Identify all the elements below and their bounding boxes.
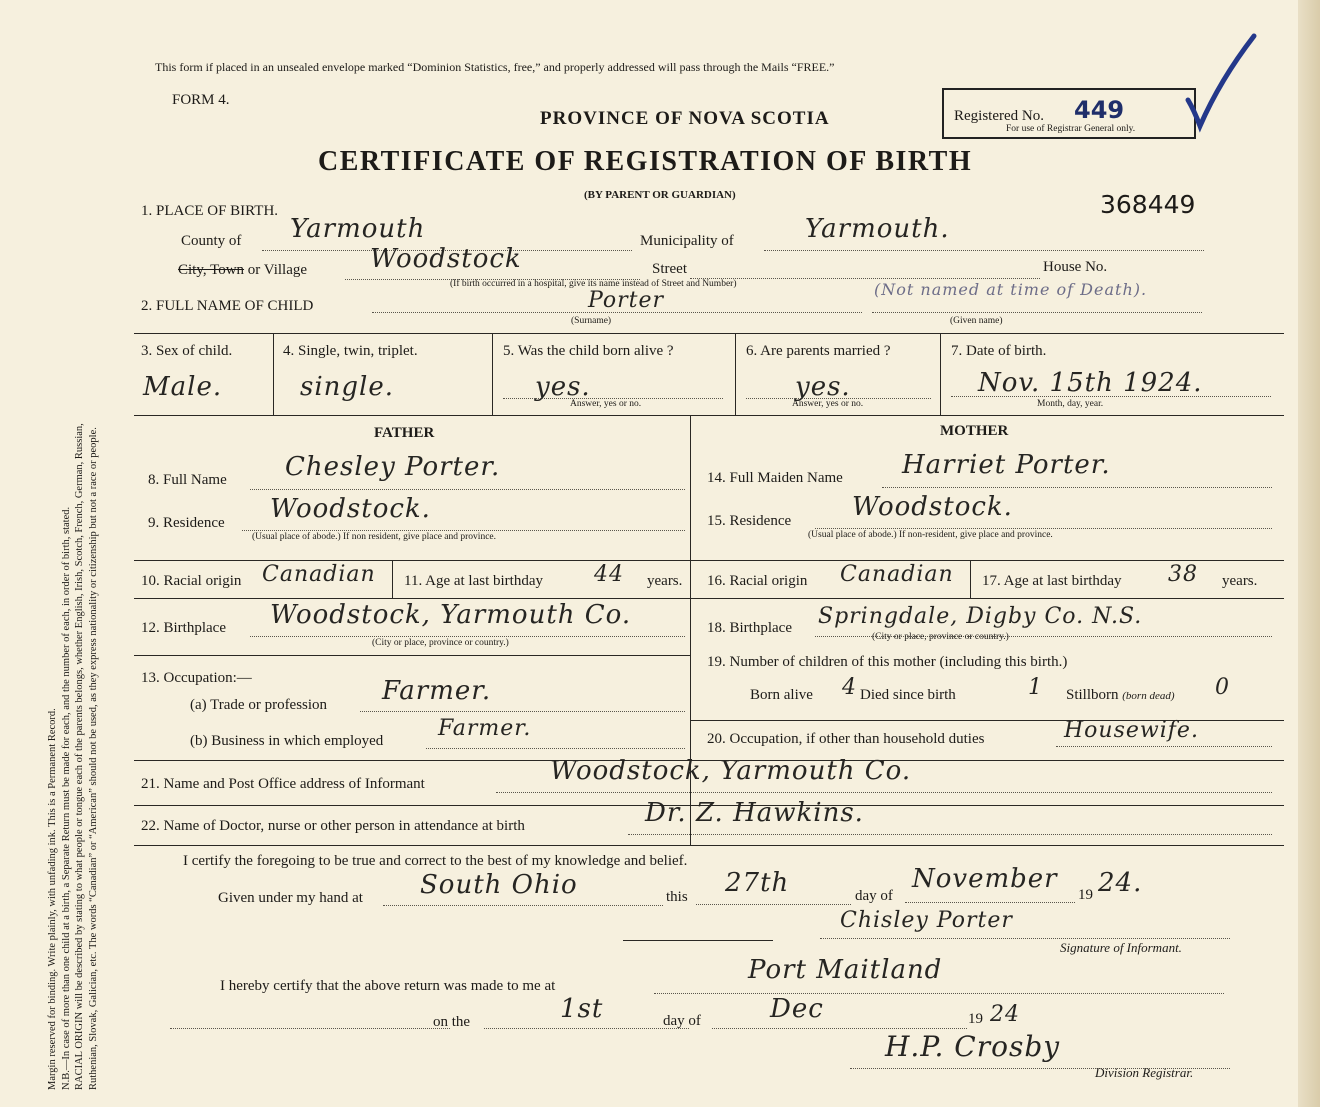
informant-signature-caption: Signature of Informant. xyxy=(1060,940,1182,955)
mother-residence: Woodstock. xyxy=(852,492,1013,522)
village-value: Woodstock xyxy=(370,244,522,274)
surname-caption: (Surname) xyxy=(571,316,612,326)
mother-birthplace-caption: (City or place, province or country.) xyxy=(872,632,1009,642)
city-label-struck: City, Town xyxy=(178,262,245,278)
registrar-year: 24 xyxy=(990,1002,1020,1027)
mother-occupation-line xyxy=(1056,746,1272,747)
father-birthplace-caption: (City or place, province or country.) xyxy=(372,638,509,648)
cert-year: 24. xyxy=(1098,868,1143,898)
registrar-year-prefix: 19 xyxy=(968,1011,983,1027)
died-count-label: Died since birth xyxy=(860,687,956,703)
stillborn-count: 0 xyxy=(1215,675,1230,700)
row3-bottom-rule xyxy=(134,415,1284,416)
on-the-label: on the xyxy=(433,1014,471,1030)
registrar-month: Dec xyxy=(770,994,824,1024)
informant-signature-line xyxy=(820,938,1230,939)
mother-birthplace-label: 18. Birthplace xyxy=(707,620,792,636)
registrar-place-line xyxy=(654,993,1224,994)
mother-racial-label: 16. Racial origin xyxy=(707,573,808,589)
registrar-signature-caption: Division Registrar. xyxy=(1095,1065,1194,1080)
county-label: County of xyxy=(181,233,242,249)
married-value: yes. xyxy=(795,372,851,402)
row3-divider-2 xyxy=(492,333,493,415)
given-name-caption: (Given name) xyxy=(950,316,1003,326)
city-label-rest: or Village xyxy=(244,262,308,278)
given-place: South Ohio xyxy=(420,870,578,900)
mother-age-label: 17. Age at last birthday xyxy=(982,573,1122,589)
certification-top-rule xyxy=(134,845,1284,846)
born-alive-count-label: Born alive xyxy=(750,687,813,703)
father-racial-label: 10. Racial origin xyxy=(141,573,242,589)
row3-divider-1 xyxy=(273,333,274,415)
mother-residence-line xyxy=(815,528,1272,529)
married-caption: Answer, yes or no. xyxy=(792,399,864,409)
father-age: 44 xyxy=(594,562,624,587)
form-number: FORM 4. xyxy=(172,92,230,108)
father-trade: Farmer. xyxy=(382,676,492,706)
registrar-day-line xyxy=(484,1028,689,1029)
margin-note-3: RACIAL ORIGIN will be described by stating to what people or tongue each of the parents belongs, whether English, Irish, Scotch, French, German, Russian, xyxy=(74,423,85,1090)
dob-label: 7. Date of birth. xyxy=(951,343,1047,359)
row3-top-rule xyxy=(134,333,1284,334)
father-business-line xyxy=(426,748,685,749)
father-residence-caption: (Usual place of abode.) If non resident, give place and province. xyxy=(252,532,496,542)
certification-statement: I certify the foregoing to be true and correct to the best of my knowledge and belief. xyxy=(183,853,688,869)
province-heading: PROVINCE OF NOVA SCOTIA xyxy=(540,108,830,129)
registered-no-label: Registered No. xyxy=(954,108,1044,124)
doctor-label: 22. Name of Doctor, nurse or other person in attendance at birth xyxy=(141,818,525,834)
father-racial-top-rule xyxy=(134,560,690,561)
dob-line xyxy=(951,396,1271,397)
child-surname: Porter xyxy=(588,288,665,313)
dob-value: Nov. 15th 1924. xyxy=(978,368,1203,398)
street-label: Street xyxy=(652,261,687,277)
hospital-note: (If birth occurred in a hospital, give its name instead of Street and Number) xyxy=(450,279,737,289)
given-name-line xyxy=(872,312,1202,313)
died-count: 1 xyxy=(1028,675,1043,700)
mother-age-divider xyxy=(970,560,971,598)
street-line xyxy=(690,278,1040,279)
county-value: Yarmouth xyxy=(290,214,426,244)
margin-notes xyxy=(46,50,100,1090)
born-alive-caption: Answer, yes or no. xyxy=(570,399,642,409)
informant-line xyxy=(496,792,1272,793)
subtitle: (BY PARENT OR GUARDIAN) xyxy=(584,189,736,201)
father-racial-bottom-rule xyxy=(134,598,690,599)
father-racial: Canadian xyxy=(262,562,376,587)
father-residence: Woodstock. xyxy=(270,494,431,524)
mother-name-line xyxy=(882,487,1272,488)
stillborn-label-text: Stillborn xyxy=(1066,687,1119,703)
child-name-label: 2. FULL NAME OF CHILD xyxy=(141,298,314,314)
father-residence-label: 9. Residence xyxy=(148,515,225,531)
mother-name: Harriet Porter. xyxy=(902,450,1111,480)
mother-birthplace: Springdale, Digby Co. N.S. xyxy=(818,604,1143,629)
registered-no-box xyxy=(942,88,1196,139)
place-of-birth-label: 1. PLACE OF BIRTH. xyxy=(141,203,279,219)
check-mark-icon xyxy=(1180,30,1260,140)
cert-month-line xyxy=(905,902,1075,903)
father-residence-line xyxy=(242,530,685,531)
cert-day: 27th xyxy=(725,868,790,898)
born-alive-value: yes. xyxy=(535,372,591,402)
informant-label: 21. Name and Post Office address of Informant xyxy=(141,776,425,792)
father-name-line xyxy=(250,489,685,490)
mother-occupation-label: 20. Occupation, if other than household duties xyxy=(707,731,985,747)
cert-day-line xyxy=(696,904,851,905)
informant-value: Woodstock, Yarmouth Co. xyxy=(550,756,912,786)
father-age-unit: years. xyxy=(647,573,683,589)
this-label: this xyxy=(666,889,688,905)
father-business: Farmer. xyxy=(438,716,532,741)
mother-racial: Canadian xyxy=(840,562,954,587)
mother-age: 38 xyxy=(1168,562,1198,587)
father-trade-line xyxy=(360,711,685,712)
registrar-use-note: For use of Registrar General only. xyxy=(1006,124,1136,134)
married-label: 6. Are parents married ? xyxy=(746,343,891,359)
city-label xyxy=(178,262,307,279)
sex-value: Male. xyxy=(143,372,223,402)
on-the-lead-line xyxy=(170,1028,450,1029)
father-occupation-top-rule xyxy=(134,655,690,656)
margin-note-1: Margin reserved for binding. Write plainly, with unfading ink. This is a Permanent Record. xyxy=(47,708,58,1090)
row3-divider-3 xyxy=(735,333,736,415)
father-name: Chesley Porter. xyxy=(285,452,501,482)
cert-year-prefix: 19 xyxy=(1078,887,1093,903)
given-under-hand-label: Given under my hand at xyxy=(218,890,363,906)
mailing-note: This form if placed in an unsealed envelope marked “Dominion Statistics, free,” and properly addressed will pass through the Mails “FREE.” xyxy=(155,60,835,74)
father-heading: FATHER xyxy=(374,425,435,441)
father-occupation-label: 13. Occupation:— xyxy=(141,670,252,686)
registered-no-value: 449 xyxy=(1074,96,1125,124)
stillborn-note: (born dead) xyxy=(1122,690,1175,702)
stillborn-label xyxy=(1066,687,1175,704)
mother-children-label: 19. Number of children of this mother (including this birth.) xyxy=(707,654,1068,670)
doctor-value: Dr. Z. Hawkins. xyxy=(645,798,864,828)
born-alive-count: 4 xyxy=(842,675,857,700)
registrar-month-line xyxy=(712,1028,967,1029)
registrar-day: 1st xyxy=(560,994,604,1024)
single-label: 4. Single, twin, triplet. xyxy=(283,343,418,359)
margin-note-4: Ruthenian, Slovak, Galician, etc. The words “Canadian” or “American” should not be used, as they express nationality or citizenship but not a race or people. xyxy=(87,427,99,1090)
row3-divider-4 xyxy=(940,333,941,415)
page-title: CERTIFICATE OF REGISTRATION OF BIRTH xyxy=(318,146,973,177)
dob-caption: Month, day, year. xyxy=(1037,399,1104,409)
mother-racial-bottom-rule xyxy=(690,598,1284,599)
father-birthplace-label: 12. Birthplace xyxy=(141,620,226,636)
signature-short-line xyxy=(623,940,773,941)
father-birthplace: Woodstock, Yarmouth Co. xyxy=(270,600,632,630)
registrar-signature: H.P. Crosby xyxy=(885,1030,1061,1063)
father-business-label: (b) Business in which employed xyxy=(190,733,384,749)
serial-number: 368449 xyxy=(1100,190,1196,219)
registrar-place: Port Maitland xyxy=(748,955,943,985)
cert-month: November xyxy=(912,864,1058,894)
mother-age-unit: years. xyxy=(1222,573,1258,589)
house-no-label: House No. xyxy=(1043,259,1108,275)
registrar-statement: I hereby certify that the above return was made to me at xyxy=(220,978,556,994)
mother-residence-label: 15. Residence xyxy=(707,513,792,529)
margin-note-2: N.B.—In case of more than one child at a birth, a Separate Return must be made for each, and the number of each, in order of birth, stated. xyxy=(60,506,72,1090)
sex-label: 3. Sex of child. xyxy=(141,343,233,359)
single-value: single. xyxy=(300,372,395,402)
surname-line xyxy=(372,312,862,313)
mother-occupation: Housewife. xyxy=(1064,718,1199,743)
mother-name-label: 14. Full Maiden Name xyxy=(707,470,843,486)
father-age-divider xyxy=(392,560,393,598)
registrar-day-of-label: day of xyxy=(663,1013,701,1029)
given-place-line xyxy=(383,905,663,906)
child-given-name: (Not named at time of Death). xyxy=(874,280,1148,299)
municipality-value: Yarmouth. xyxy=(805,214,950,244)
father-age-label: 11. Age at last birthday xyxy=(404,573,543,589)
born-alive-label: 5. Was the child born alive ? xyxy=(503,343,674,359)
municipality-line xyxy=(764,250,1204,251)
doctor-line xyxy=(628,834,1272,835)
municipality-label: Municipality of xyxy=(640,233,734,249)
cert-day-of-label: day of xyxy=(855,888,893,904)
informant-signature: Chisley Porter xyxy=(840,908,1013,933)
father-birthplace-line xyxy=(250,636,685,637)
paper-edge xyxy=(1298,0,1320,1107)
father-name-label: 8. Full Name xyxy=(148,472,227,488)
father-trade-label: (a) Trade or profession xyxy=(190,697,328,713)
mother-residence-caption: (Usual place of abode.) If non-resident, give place and province. xyxy=(808,530,1053,540)
mother-racial-top-rule xyxy=(690,560,1284,561)
mother-heading: MOTHER xyxy=(940,423,1009,439)
